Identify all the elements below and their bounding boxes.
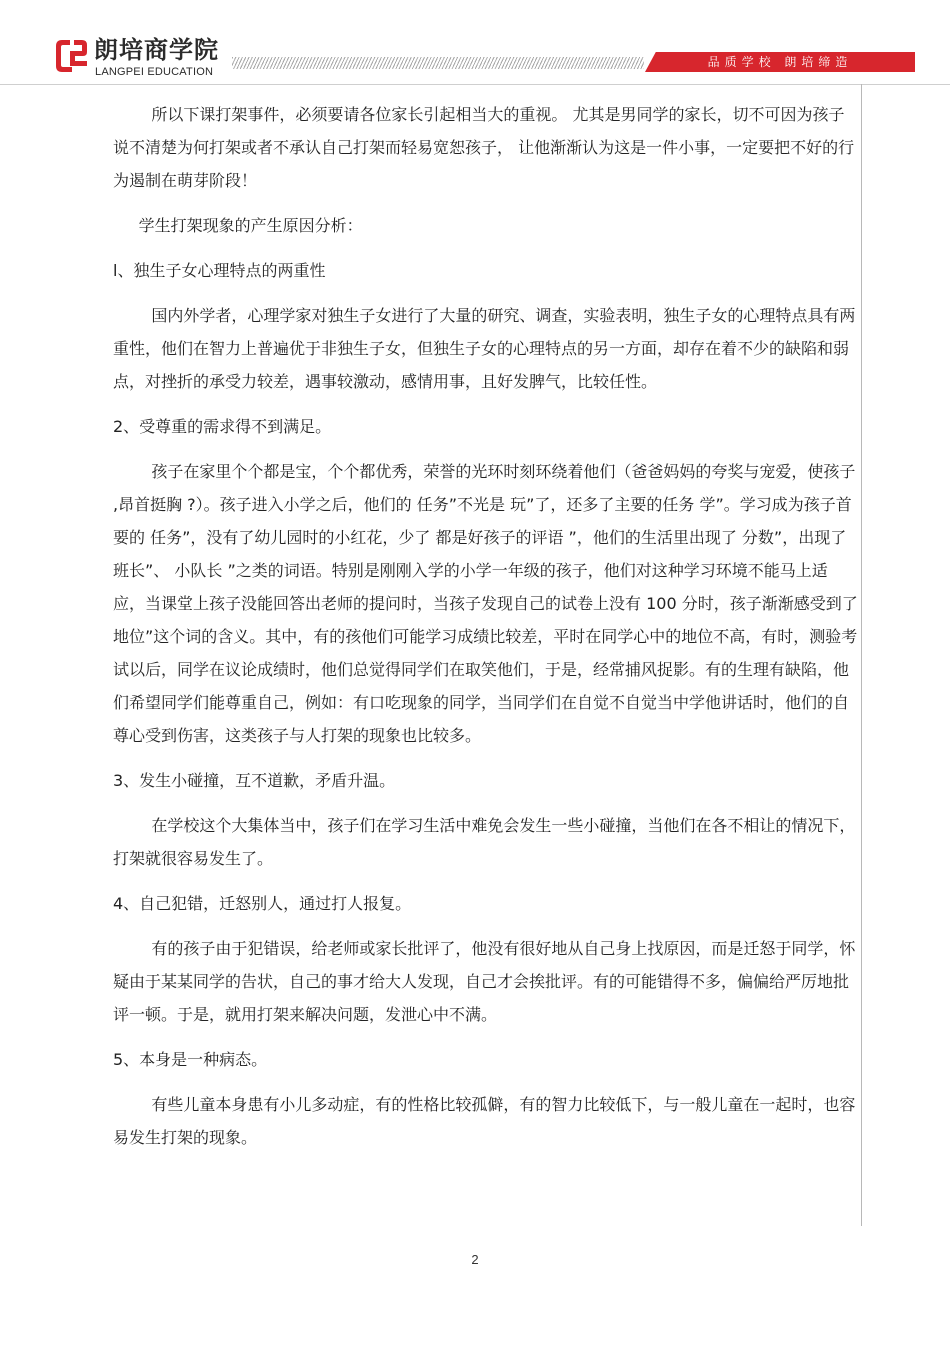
- section-heading: l、独生子女心理特点的两重性: [113, 261, 326, 280]
- langpei-logo-icon: [52, 36, 90, 76]
- section-heading: 5、本身是一种病态。: [113, 1050, 268, 1069]
- body-paragraph: 有的孩子由于犯错误，给老师或家长批评了，他没有很好地从自己身上找原因，而是迁怒于同学，怀疑由于某某同学的告状，自己的事才给大人发现，自己才会挨批评。有的可能错得不多，偏偏给严厉地批评一顿。于是，就用打架来解决问题，发泄心中不满。: [113, 939, 856, 1024]
- body-paragraph: 在学校这个大集体当中，孩子们在学习生活中难免会发生一些小碰撞，当他们在各不相让的情况下，打架就很容易发生了。: [113, 816, 856, 868]
- slogan-text: 品质学校 朗培缔造: [707, 55, 853, 69]
- logo-english-name: LANGPEI EDUCATION: [95, 66, 214, 78]
- section-heading: 4、自己犯错，迁怒别人，通过打人报复。: [113, 894, 412, 913]
- page-header: [0, 0, 950, 92]
- logo-chinese-name: 朗培商学院: [94, 36, 219, 64]
- section-heading: 学生打架现象的产生原因分析：: [138, 216, 363, 235]
- header-hatch-decoration: [232, 57, 644, 69]
- body-paragraph: 有些儿童本身患有小儿多动症，有的性格比较孤僻，有的智力比较低下，与一般儿童在一起时，也容易发生打架的现象。: [113, 1095, 856, 1147]
- section-heading: 3、发生小碰撞，互不道歉，矛盾升温。: [113, 771, 396, 790]
- body-paragraph: 孩子在家里个个都是宝，个个都优秀，荣誉的光环时刻环绕着他们（爸爸妈妈的夸奖与宠爱，使孩子 ,昂首挺胸 ?）。孩子进入小学之后，他们的 任务”不光是 玩”了，还多了主要的任务 学”。学习成为孩子首要的 任务”，没有了幼儿园时的小红花，少了 都是好孩子的评语 ”，他们的生活里出现了 分数”，出现了 班长”、 小队长 ”之类的词语。特别是刚刚入学的小学一年级的孩子，他们对这种学习环境不能马上适应，当课堂上孩子没能回答出老师的提问时，当孩子发现自己的试卷上没有 100 分时，孩子渐渐感受到了 地位”这个词的含义。其中，有的孩他们可能学习成绩比较差，平时在同学心中的地位不高，有时，测验考试以后，同学在议论成绩时，他们总觉得同学们在取笑他们，于是，经常捕风捉影。有的生理有缺陷，他们希望同学们能尊重自己，例如：有口吃现象的同学，当同学们在自觉不自觉当中学他讲话时，他们的自尊心受到伤害，这类孩子与人打架的现象也比较多。: [113, 462, 858, 745]
- page-number: 2: [471, 1252, 479, 1267]
- right-margin-line: [861, 84, 862, 1226]
- body-paragraph: 所以下课打架事件，必须要请各位家长引起相当大的重视。 尤其是男同学的家长，切不可因为孩子说不清楚为何打架或者不承认自己打架而轻易宽恕孩子， 让他渐渐认为这是一件小事，一定要把不好的行为遏制在萌芽阶段！: [113, 105, 855, 190]
- body-paragraph: 国内外学者，心理学家对独生子女进行了大量的研究、调查，实验表明，独生子女的心理特点具有两重性，他们在智力上普遍优于非独生子女，但独生子女的心理特点的另一方面，却存在着不少的缺陷和弱点，对挫折的承受力较差，遇事较激动，感情用事，且好发脾气，比较任性。: [113, 306, 856, 391]
- document-body: [113, 98, 858, 1154]
- section-heading: 2、受尊重的需求得不到满足。: [113, 417, 332, 436]
- header-divider: [0, 84, 950, 85]
